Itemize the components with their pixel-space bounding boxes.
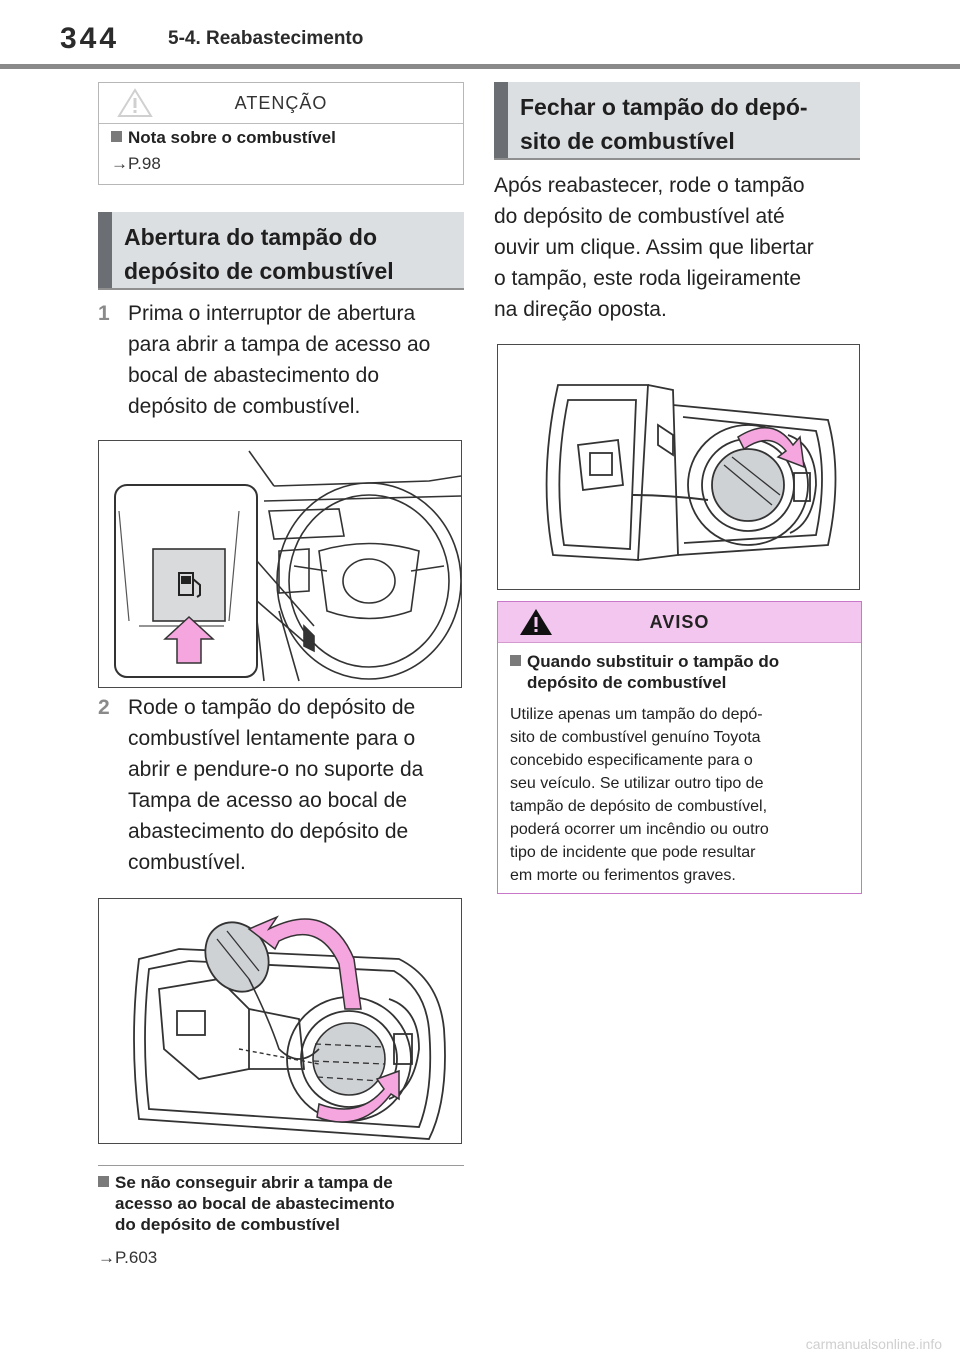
- close-cap-illustration: [498, 345, 859, 589]
- figure-dashboard-switch: [98, 440, 462, 688]
- step-number: 1: [98, 302, 110, 325]
- attention-box-header: [99, 83, 463, 124]
- warning-line: tipo de incidente que pode resultar: [510, 844, 756, 861]
- note-subheading-line: Se não conseguir abrir a tampa de: [115, 1173, 393, 1192]
- warning-line: em morte ou ferimentos graves.: [510, 867, 736, 884]
- section-heading-close-line1: Fechar o tampão do depó-: [520, 94, 808, 120]
- step-1: [98, 298, 468, 422]
- section-label: 5-4. Reabastecimento: [168, 28, 364, 49]
- step-line: Tampa de acesso ao bocal de: [128, 789, 408, 812]
- step-line: combustível lentamente para o: [128, 727, 416, 750]
- step-line: Rode o tampão do depósito de: [128, 696, 416, 719]
- warning-subheading-line: depósito de combustível: [527, 673, 727, 692]
- warning-line: tampão de depósito de combustível,: [510, 798, 768, 815]
- step-line: Prima o interruptor de abertura: [128, 302, 416, 325]
- warning-line: concebido especificamente para o: [510, 752, 753, 769]
- warning-line: seu veículo. Se utilizar outro tipo de: [510, 775, 764, 792]
- warning-line: poderá ocorrer um incêndio ou outro: [510, 821, 769, 838]
- figure-close-cap: [497, 344, 860, 590]
- body-line: ouvir um clique. Assim que libertar: [494, 236, 814, 259]
- note-rule: [98, 1165, 464, 1166]
- note-subheading-line: do depósito de combustível: [115, 1215, 340, 1234]
- footer-watermark: carmanualsonline.info: [805, 1336, 942, 1352]
- warning-line: Utilize apenas um tampão do depó-: [510, 706, 763, 723]
- attention-subheading: Nota sobre o combustível: [128, 128, 336, 147]
- section-heading-open: [98, 212, 464, 288]
- step-line: abrir e pendure-o no suporte da: [128, 758, 424, 781]
- square-bullet-icon: [111, 131, 122, 142]
- step-line: abastecimento do depósito de: [128, 820, 409, 843]
- body-line: Após reabastecer, rode o tampão: [494, 174, 805, 197]
- section-heading-open-line2: depósito de combustível: [124, 258, 394, 284]
- note-subheading: [98, 1172, 468, 1235]
- step-line: para abrir a tampa de acesso ao: [128, 333, 431, 356]
- section-heading-close-rule: [494, 158, 860, 160]
- step-line: bocal de abastecimento do: [128, 364, 380, 387]
- warning-line: sito de combustível genuíno Toyota: [510, 729, 761, 746]
- warning-body: [510, 703, 851, 887]
- warning-box: [497, 601, 862, 894]
- header-rule: [0, 64, 960, 69]
- warning-title: AVISO: [649, 612, 710, 632]
- body-line: do depósito de combustível até: [494, 205, 785, 228]
- step-2: [98, 692, 468, 878]
- square-bullet-icon: [510, 655, 521, 666]
- warning-box-header: [498, 602, 861, 643]
- fuel-door-switch: [153, 549, 225, 621]
- step-number: 2: [98, 696, 110, 719]
- close-instructions: [494, 170, 874, 325]
- figure-open-cap: [98, 898, 462, 1144]
- body-line: na direção oposta.: [494, 298, 667, 321]
- section-heading-close: [494, 82, 860, 158]
- square-bullet-icon: [98, 1176, 109, 1187]
- section-heading-open-line1: Abertura do tampão do: [124, 224, 378, 250]
- body-line: o tampão, este roda ligeiramente: [494, 267, 802, 290]
- attention-title: ATENÇÃO: [234, 93, 328, 113]
- attention-box: [98, 82, 464, 185]
- note-reference: →P.603: [98, 1248, 158, 1267]
- step-line: combustível.: [128, 851, 246, 874]
- fuel-cap-icon: [712, 449, 784, 521]
- note-subheading-line: acesso ao bocal de abastecimento: [115, 1194, 395, 1213]
- section-heading-open-rule: [98, 288, 464, 290]
- section-heading-close-line2: sito de combustível: [520, 128, 735, 154]
- page-number: 344: [60, 22, 120, 55]
- step-line: depósito de combustível.: [128, 395, 361, 418]
- attention-reference: →P.98: [111, 154, 161, 173]
- dashboard-illustration: [99, 441, 461, 687]
- warning-subheading-line: Quando substituir o tampão do: [527, 652, 780, 671]
- open-cap-illustration: [99, 899, 461, 1143]
